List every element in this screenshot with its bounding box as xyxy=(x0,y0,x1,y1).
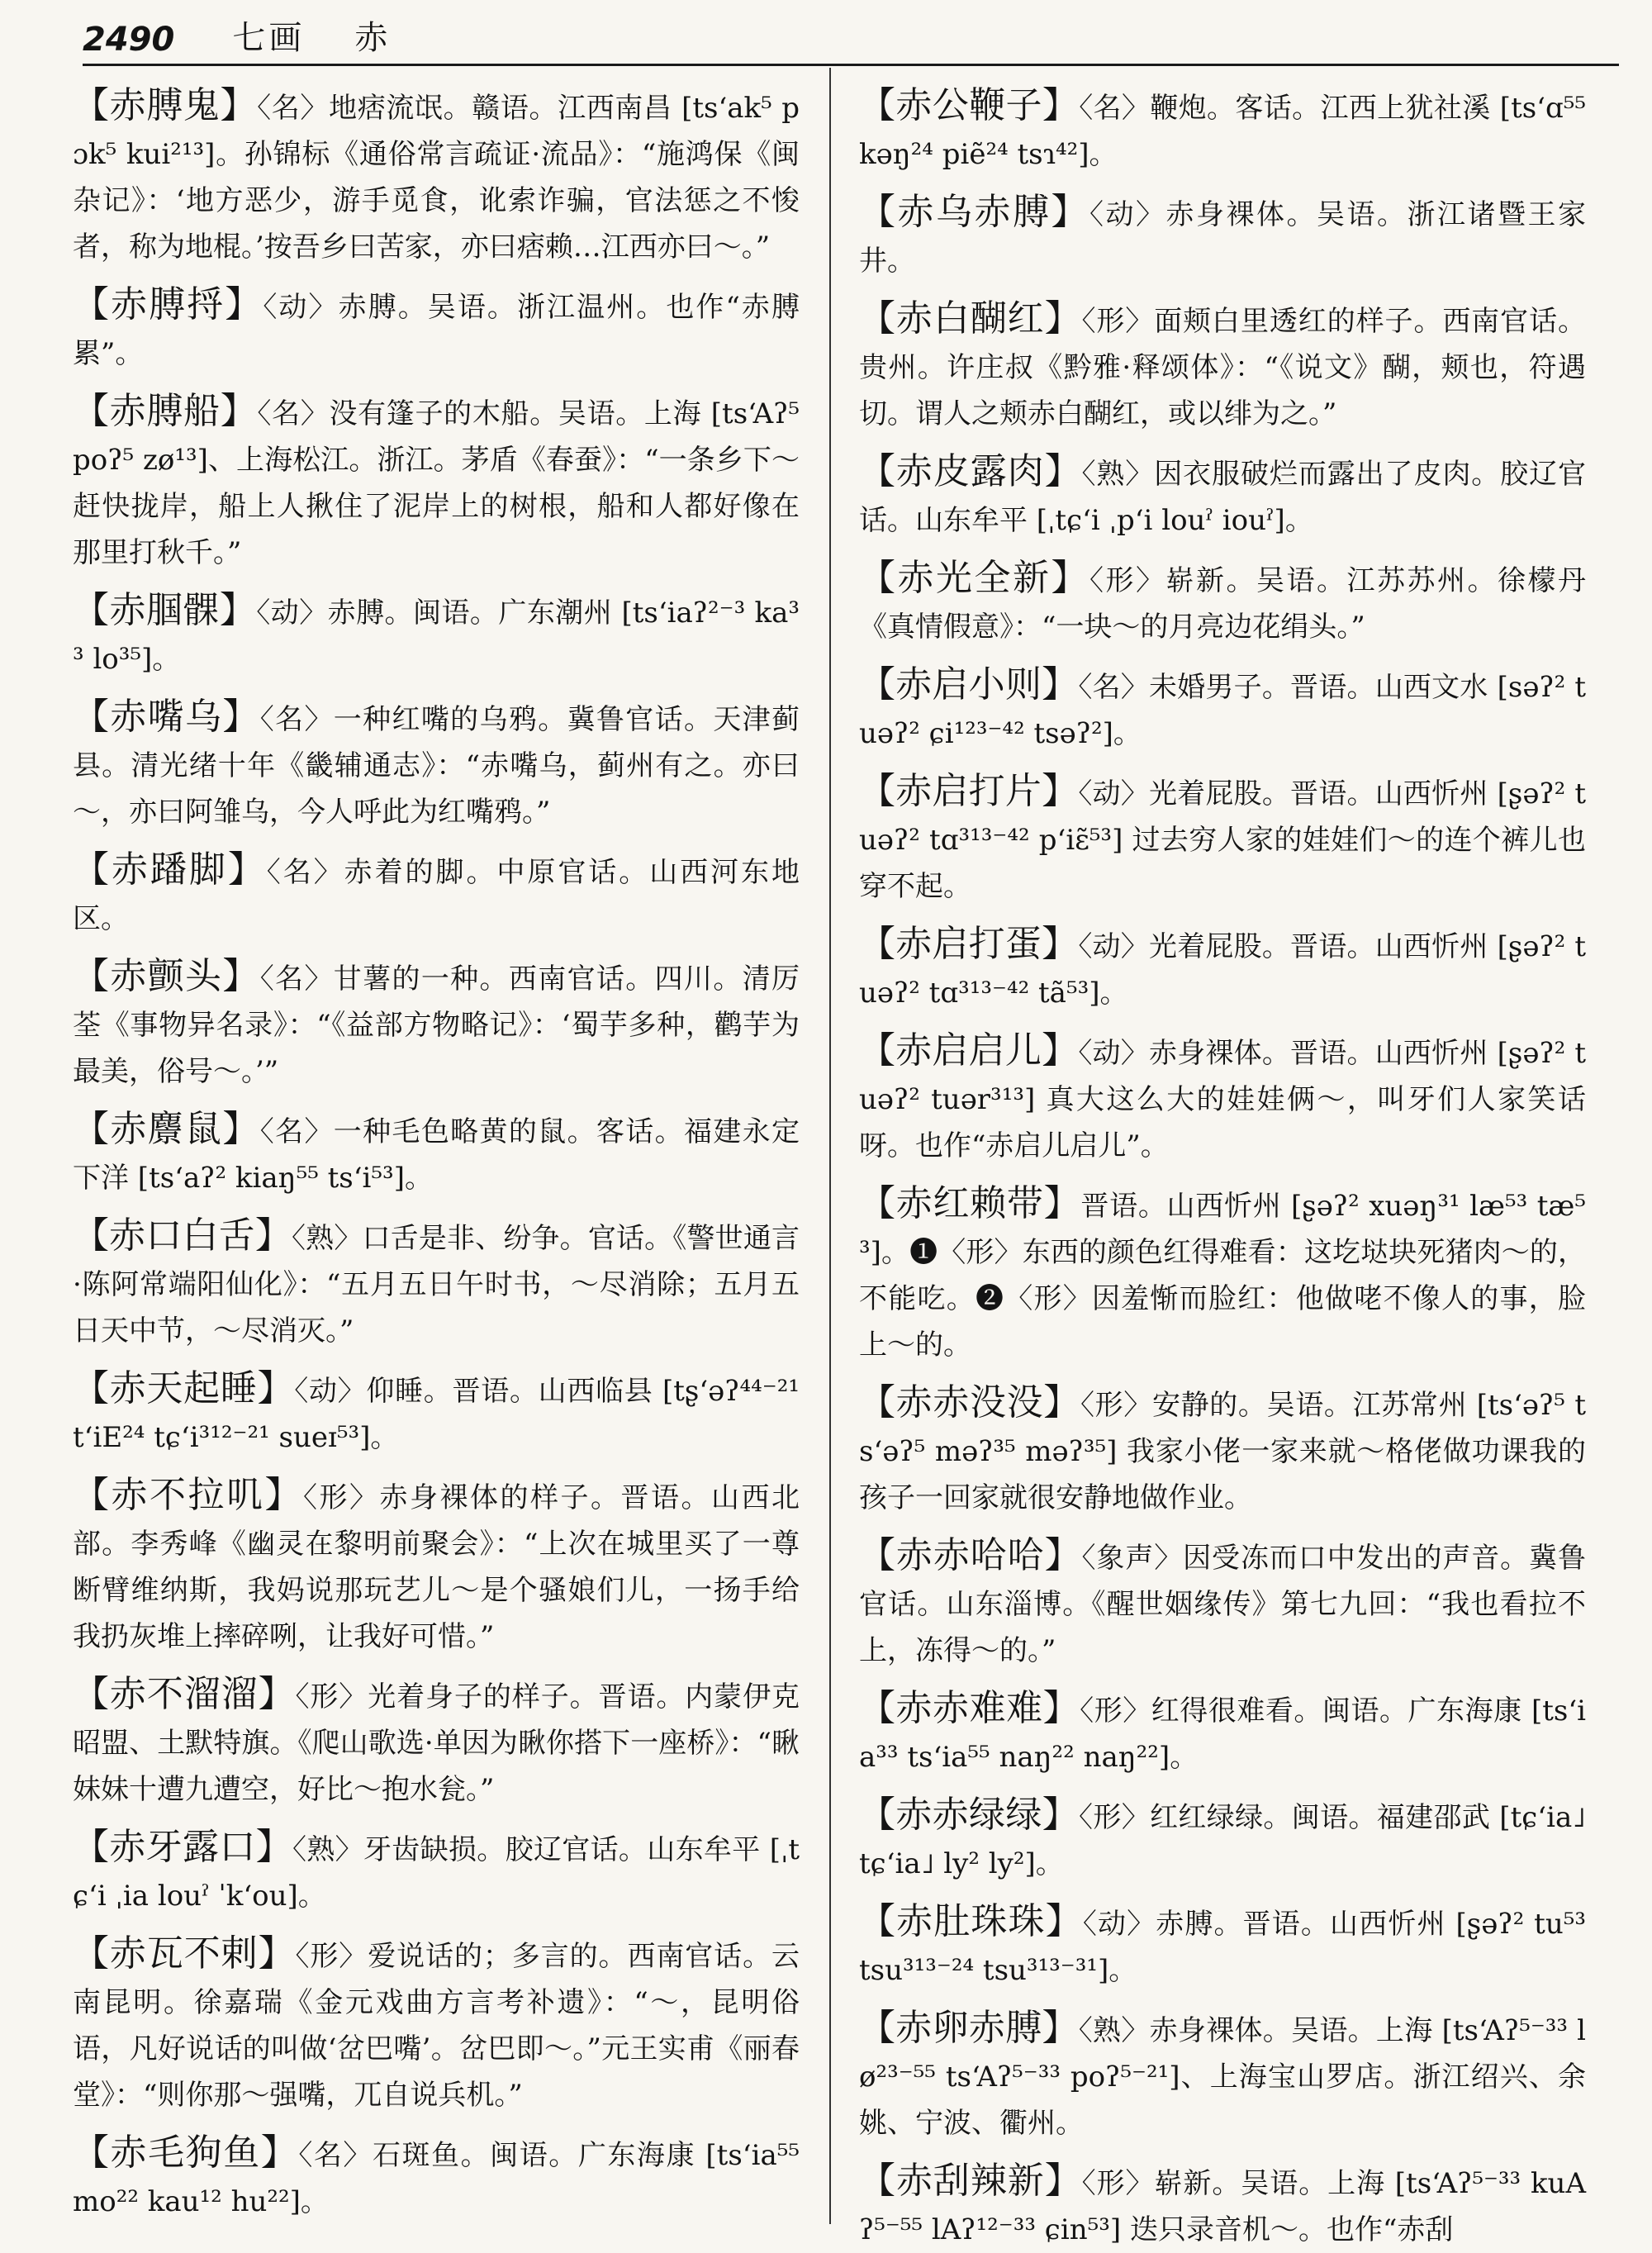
entry-headword: 【赤赤没没】 xyxy=(859,1381,1080,1424)
left-column xyxy=(73,83,800,2222)
entry-headword: 【赤膊鬼】 xyxy=(73,84,258,126)
dictionary-entry xyxy=(73,1931,800,2118)
entry-definition: 〈形〉赤身裸体的样子。晋语。山西北部。李秀峰《幽灵在黎明前聚会》：“上次在城里买了一尊断臂维纳斯，我妈说那玩艺儿～是个骚娘们儿，一扬手给我扔灰堆上摔碎咧，让我好可惜。” xyxy=(73,1481,800,1653)
entry-definition: 〈象声〉因受冻而口中发出的声音。冀鲁官话。山东淄博。《醒世姻缘传》第七九回：“我也看拉不上，冻得～的。” xyxy=(859,1542,1587,1667)
entry-definition: 〈名〉未婚男子。晋语。山西文水 [səʔ² tuəʔ² ɕi¹²³⁻⁴² tsəʔ²]。 xyxy=(859,671,1586,750)
dictionary-entry xyxy=(73,694,800,835)
entry-definition: 〈名〉没有篷子的木船。吴语。上海 [tsʻAʔ⁵ poʔ⁵ zø¹³]、上海松江。浙江。茅盾《春蚕》：“一条乡下～赶快拢岸，船上人揪住了泥岸上的树根，船和人都好像在那里打秋千。” xyxy=(73,397,800,569)
dictionary-entry xyxy=(859,1380,1586,1521)
entry-headword: 【赤刮辣新】 xyxy=(859,2160,1082,2202)
entry-definition: 〈动〉赤身裸体。晋语。山西忻州 [ʂəʔ² tuəʔ² tuər³¹³] 真大这么大的娃娃俩～，叫牙们人家笑话呀。也作“赤启儿启儿”。 xyxy=(859,1037,1586,1162)
dictionary-entry xyxy=(859,2005,1586,2146)
entry-definition: 〈动〉赤膊。闽语。广东潮州 [tsʻiaʔ²⁻³ ka³³ lo³⁵]。 xyxy=(73,597,800,676)
entry-definition: 〈熟〉因衣服破烂而露出了皮肉。胶辽官话。山东牟平 [ˌtɕʻi ˌpʻi louˀ iouˀ]。 xyxy=(859,458,1587,537)
entry-definition: 〈动〉赤膊。晋语。山西忻州 [ʂəʔ² tu⁵³ tsu³¹³⁻²⁴ tsu³¹³⁻³¹]。 xyxy=(859,1908,1586,1987)
entry-headword: 【赤颤头】 xyxy=(73,955,260,997)
dictionary-entry xyxy=(859,296,1586,437)
dictionary-entry xyxy=(859,83,1586,178)
entry-headword: 【赤天起睡】 xyxy=(73,1367,295,1409)
entry-headword: 【赤皮露肉】 xyxy=(859,450,1082,492)
entry-headword: 【赤光全新】 xyxy=(859,557,1089,599)
entry-definition: 〈名〉一种红嘴的乌鸦。冀鲁官话。天津蓟县。清光绪十年《畿辅通志》：“赤嘴乌，蓟州有之。亦曰～，亦曰阿雏乌，今人呼此为红嘴鸦。” xyxy=(73,703,800,829)
right-column xyxy=(859,83,1587,2246)
entry-definition: 〈熟〉口舌是非、纷争。官话。《警世通言·陈阿常端阳仙化》：“五月五日午时书，～尽消除；五月五日天中节，～尽消灭。” xyxy=(73,1222,800,1348)
dictionary-entry xyxy=(73,388,800,576)
entry-headword: 【赤红赖带】 xyxy=(859,1182,1081,1224)
entry-headword: 【赤赤难难】 xyxy=(859,1687,1080,1729)
dictionary-entry xyxy=(859,768,1586,910)
entry-headword: 【赤启打片】 xyxy=(859,770,1079,812)
dictionary-entry xyxy=(73,2130,800,2225)
dictionary-entry xyxy=(859,449,1586,544)
dictionary-entry xyxy=(73,1472,800,1660)
dictionary-entry xyxy=(73,587,800,682)
entry-headword: 【赤瓦不剌】 xyxy=(73,1932,296,1975)
dictionary-entry xyxy=(73,847,800,942)
entry-definition: 〈名〉一种毛色略黄的鼠。客话。福建永定下洋 [tsʻaʔ² kiaŋ⁵⁵ tsʻi⁵³]。 xyxy=(73,1115,800,1195)
entry-headword: 【赤赤绿绿】 xyxy=(859,1794,1080,1836)
dictionary-entry xyxy=(73,1106,800,1201)
entry-headword: 【赤蹯脚】 xyxy=(73,848,267,891)
dictionary-entry xyxy=(73,953,800,1095)
entry-headword: 【赤腘髁】 xyxy=(73,589,257,631)
entry-headword: 【赤赤哈哈】 xyxy=(859,1534,1082,1576)
entry-definition: 〈名〉石斑鱼。闽语。广东海康 [tsʻia⁵⁵ mo²² kau¹² hu²²]。 xyxy=(73,2139,800,2218)
entry-headword: 【赤膊船】 xyxy=(73,390,258,432)
entry-definition: 〈形〉崭新。吴语。上海 [tsʻAʔ⁵⁻³³ kuAʔ⁵⁻⁵⁵ lAʔ¹²⁻³³ ɕin⁵³] 迭只录音机～。也作“赤刮 xyxy=(859,2167,1586,2246)
dictionary-entry xyxy=(859,1533,1586,1674)
entry-headword: 【赤公鞭子】 xyxy=(859,84,1080,126)
dictionary-entry xyxy=(73,1824,800,1919)
entry-definition: 〈名〉地痞流氓。赣语。江西南昌 [tsʻak⁵ pɔk⁵ kui²¹³]。孙锦标《通俗常言疏证·流品》：“施鸿保《闽杂记》：‘地方恶少，游手觅食，讹索诈骗，官法惩之不悛者，称为地棍。’按吾乡曰苦家，亦曰痞赖…江西亦曰～。” xyxy=(73,92,800,264)
entry-headword: 【赤肚珠珠】 xyxy=(859,1900,1083,1942)
dictionary-entry xyxy=(859,1028,1586,1169)
entry-headword: 【赤不溜溜】 xyxy=(73,1673,296,1715)
entry-headword: 【赤膊捋】 xyxy=(73,283,263,326)
entry-headword: 【赤卵赤膊】 xyxy=(859,2007,1079,2049)
page-header xyxy=(83,15,1619,66)
entry-definition: 〈形〉崭新。吴语。江苏苏州。徐檬丹《真情假意》：“一块～的月亮边花绢头。” xyxy=(859,564,1586,644)
entry-headword: 【赤不拉叽】 xyxy=(73,1474,303,1516)
entry-definition: 晋语。山西忻州 [ʂəʔ² xuəŋ³¹ læ⁵³ tæ⁵³]。❶〈形〉东西的颜色红得难看：这圪垯块死猪肉～的，不能吃。❷〈形〉因羞惭而脸红：他做咾不像人的事，脸上～的。 xyxy=(859,1190,1586,1362)
entry-headword: 【赤启打蛋】 xyxy=(859,923,1079,965)
dictionary-entry xyxy=(859,555,1586,650)
page-number: 2490 xyxy=(83,21,175,59)
dictionary-entry xyxy=(859,1899,1586,1994)
entry-headword: 【赤牙露口】 xyxy=(73,1826,292,1868)
entry-headword: 【赤启小则】 xyxy=(859,663,1079,706)
dictionary-entry xyxy=(859,662,1586,757)
entry-definition: 〈形〉红红绿绿。闽语。福建邵武 [tɕʻia˩ tɕʻia˩ ly² ly²]。 xyxy=(859,1801,1586,1880)
dictionary-entry xyxy=(859,1792,1586,1887)
dictionary-entry xyxy=(73,1213,800,1354)
entry-headword: 【赤嘴乌】 xyxy=(73,696,260,738)
head-character: 赤 xyxy=(354,19,392,57)
entry-headword: 【赤白醐红】 xyxy=(859,297,1082,340)
entry-definition: 〈动〉光着屁股。晋语。山西忻州 [ʂəʔ² tuəʔ² tɑ³¹³⁻⁴² pʻiɛ̃⁵³] 过去穷人家的娃娃们～的连个裤儿也穿不起。 xyxy=(859,777,1586,903)
entry-definition: 〈形〉爱说话的；多言的。西南官话。云南昆明。徐嘉瑞《金元戏曲方言考补遗》：“～，昆明俗语，凡好说话的叫做‘岔巴嘴’。岔巴即～。”元王实甫《丽春堂》：“则你那～强嘴，兀自说兵机。” xyxy=(73,1940,800,2112)
dictionary-entry xyxy=(73,83,800,270)
entry-headword: 【赤毛狗鱼】 xyxy=(73,2132,299,2174)
entry-definition: 〈熟〉牙齿缺损。胶辽官话。山东牟平 [ˌtɕʻi ˌia louˀ ˈkʻou]。 xyxy=(73,1833,800,1913)
entry-definition: 〈形〉面颊白里透红的样子。西南官话。贵州。许庄叔《黔雅·释颂体》：“《说文》醐，颊也，符遇切。谓人之颊赤白醐红，或以绯为之。” xyxy=(859,305,1587,430)
dictionary-entry xyxy=(859,1181,1586,1368)
entry-definition: 〈动〉光着屁股。晋语。山西忻州 [ʂəʔ² tuəʔ² tɑ³¹³⁻⁴² tã⁵³]。 xyxy=(859,930,1586,1010)
entry-definition: 〈名〉甘薯的一种。西南官话。四川。清厉荃《事物异名录》：“《益部方物略记》：‘蜀芋多种，鹳芋为最美，俗号～。’” xyxy=(73,963,800,1088)
dictionary-entry xyxy=(859,2158,1586,2253)
column-divider xyxy=(829,68,831,2224)
entry-definition: 〈名〉赤着的脚。中原官话。山西河东地区。 xyxy=(73,856,800,935)
entry-definition: 〈动〉赤膊。吴语。浙江温州。也作“赤膊累”。 xyxy=(73,291,800,370)
entry-headword: 【赤启启儿】 xyxy=(859,1029,1079,1072)
dictionary-entry xyxy=(859,189,1586,284)
entry-definition: 〈形〉红得很难看。闽语。广东海康 [tsʻia³³ tsʻia⁵⁵ naŋ²² naŋ²²]。 xyxy=(859,1695,1586,1774)
dictionary-entry xyxy=(73,1671,800,1813)
entry-definition: 〈形〉光着身子的样子。晋语。内蒙伊克昭盟、土默特旗。《爬山歌选·单因为瞅你搭下一座桥》：“瞅妹妹十遭九遭空，好比～抱水瓮。” xyxy=(73,1680,800,1806)
entry-headword: 【赤口白舌】 xyxy=(73,1214,292,1257)
entry-definition: 〈名〉鞭炮。客话。江西上犹社溪 [tsʻɑ⁵⁵ kəŋ²⁴ piẽ²⁴ tsɿ⁴²]。 xyxy=(859,92,1587,171)
entry-definition: 〈动〉赤身裸体。吴语。浙江诸暨王家井。 xyxy=(859,198,1586,278)
entry-headword: 【赤乌赤膊】 xyxy=(859,191,1089,233)
dictionary-entry xyxy=(859,1685,1586,1780)
entry-definition: 〈熟〉赤身裸体。吴语。上海 [tsʻAʔ⁵⁻³³ lø²³⁻⁵⁵ tsʻAʔ⁵⁻³³ poʔ⁵⁻²¹]、上海宝山罗店。浙江绍兴、余姚、宁波、衢州。 xyxy=(859,2014,1586,2140)
dictionary-entry xyxy=(859,921,1586,1016)
entry-definition: 〈动〉仰睡。晋语。山西临县 [tʂʻəʔ⁴⁴⁻²¹ tʻiE²⁴ tɕʻi³¹²⁻²¹ sueɪ⁵³]。 xyxy=(73,1375,800,1454)
entry-definition: 〈形〉安静的。吴语。江苏常州 [tsʻəʔ⁵ tsʻəʔ⁵ məʔ³⁵ məʔ³⁵] 我家小佬一家来就～格佬做功课我的孩子一回家就很安静地做作业。 xyxy=(859,1389,1586,1514)
dictionary-entry xyxy=(73,1366,800,1461)
section-label: 七画 xyxy=(232,19,306,57)
dictionary-entry xyxy=(73,282,800,377)
entry-headword: 【赤麖鼠】 xyxy=(73,1108,260,1150)
